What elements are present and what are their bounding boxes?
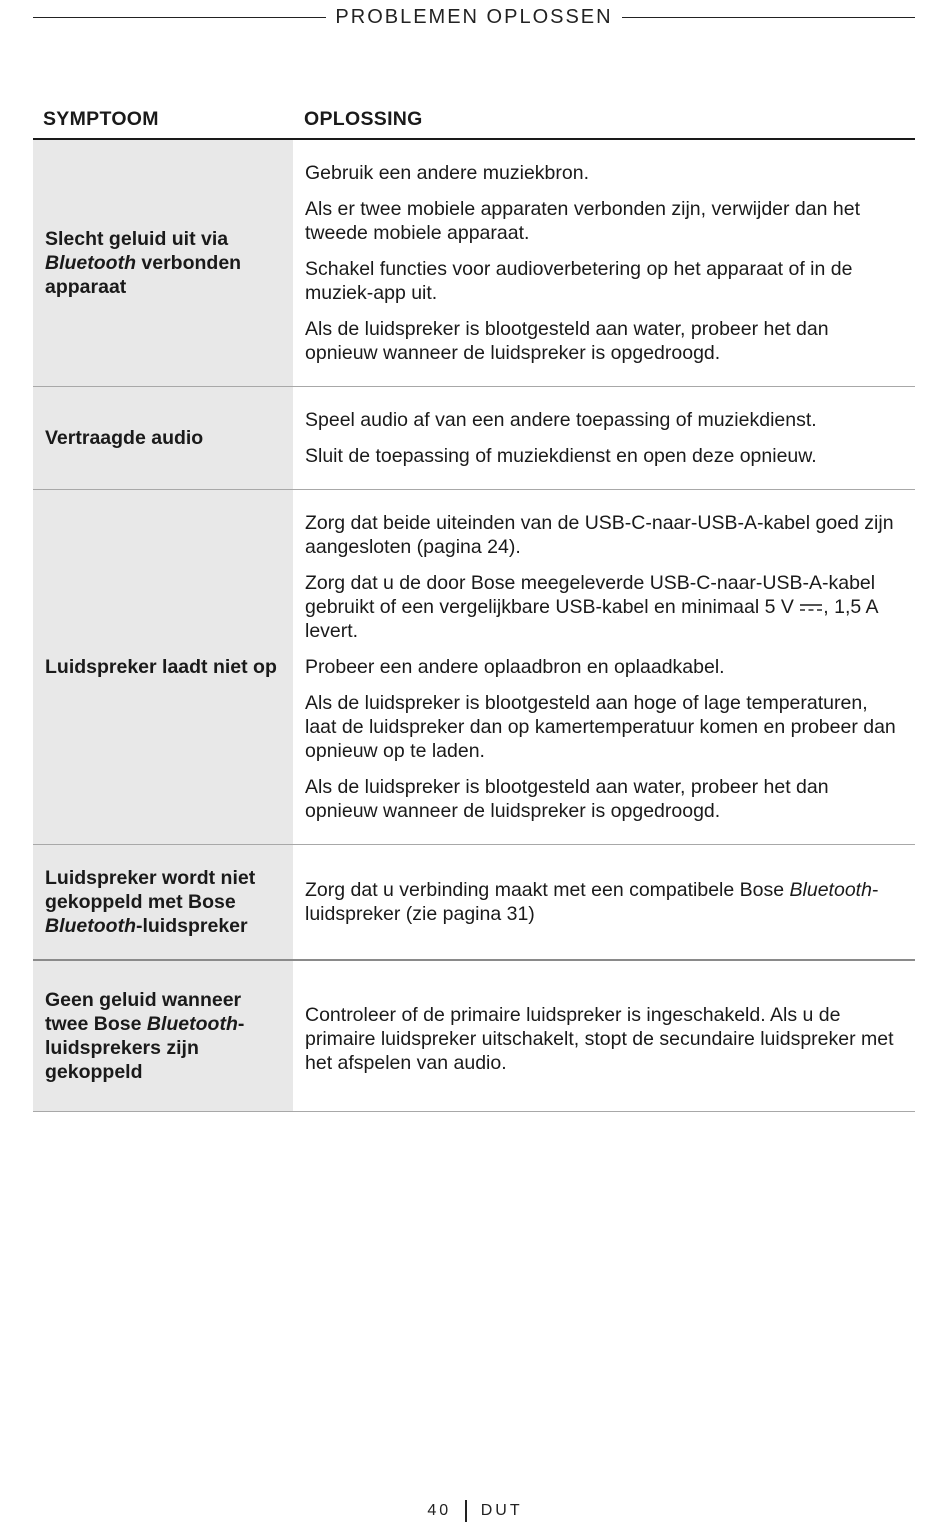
page-number: 40 — [427, 1502, 452, 1519]
solution-cell — [293, 961, 915, 1111]
solution-text: Zorg dat u de door Bose meegeleverde USB-C-naar-USB-A-kabel gebruikt of een vergelijkbare USB-kabel en minimaal 5 V , 1,5 A levert. — [305, 572, 878, 642]
solution-cell — [293, 845, 915, 959]
symptom-cell: Geen geluid wanneer twee Bose Bluetooth-luidsprekers zijn gekoppeld — [33, 961, 293, 1111]
solution-text: Controleer of de primaire luidspreker is ingeschakeld. Als u de primaire luidspreker uitschakelt, stopt de secundaire luidspreker met het afspelen van audio. — [305, 1004, 894, 1074]
solution-text: Als er twee mobiele apparaten verbonden zijn, verwijder dan het tweede mobiele apparaat. — [305, 198, 860, 244]
solution-text: Gebruik een andere muziekbron. — [305, 162, 589, 184]
solution-text: Als de luidspreker is blootgesteld aan water, probeer het dan opnieuw wanneer de luidspreker is opgedroogd. — [305, 776, 829, 822]
dc-symbol-icon — [800, 603, 822, 613]
table-row — [33, 387, 915, 490]
page-footer — [0, 1500, 950, 1522]
column-header-solution: OPLOSSING — [304, 108, 423, 130]
solution-text: Zorg dat beide uiteinden van de USB-C-naar-USB-A-kabel goed zijn aangesloten (pagina 24). — [305, 512, 894, 558]
language-code: DUT — [480, 1502, 523, 1519]
solution-text: Schakel functies voor audioverbetering op het apparaat of in de muziek-app uit. — [305, 258, 853, 304]
table-row — [33, 961, 915, 1112]
symptom-cell: Luidspreker wordt niet gekoppeld met Bose Bluetooth-luidspreker — [33, 845, 293, 959]
header-rule-right — [622, 17, 915, 18]
page-title: PROBLEMEN OPLOSSEN — [335, 6, 613, 28]
column-header-symptom: SYMPTOOM — [43, 108, 159, 130]
table-row — [33, 490, 915, 845]
table-row — [33, 140, 915, 387]
solution-text: Probeer een andere oplaadbron en oplaadkabel. — [305, 656, 725, 678]
solution-text: Als de luidspreker is blootgesteld aan water, probeer het dan opnieuw wanneer de luidspreker is opgedroogd. — [305, 318, 829, 364]
solution-cell — [293, 387, 915, 489]
solution-cell — [293, 140, 915, 386]
troubleshooting-table — [33, 104, 915, 1112]
footer-divider — [465, 1500, 467, 1522]
solution-text: Speel audio af van een andere toepassing of muziekdienst. — [305, 409, 817, 431]
page-header — [33, 6, 915, 29]
header-rule-left — [33, 17, 326, 18]
symptom-cell: Slecht geluid uit via Bluetooth verbonden apparaat — [33, 140, 293, 386]
solution-text: Als de luidspreker is blootgesteld aan hoge of lage temperaturen, laat de luidspreker dan op kamertemperatuur komen en probeer dan opnieuw op te laden. — [305, 692, 896, 762]
table-header — [33, 104, 915, 140]
symptom-cell: Luidspreker laadt niet op — [33, 490, 293, 844]
table-row — [33, 845, 915, 961]
solution-text: Sluit de toepassing of muziekdienst en open deze opnieuw. — [305, 445, 817, 467]
solution-cell — [293, 490, 915, 844]
symptom-cell: Vertraagde audio — [33, 387, 293, 489]
solution-text: Zorg dat u verbinding maakt met een compatibele Bose Bluetooth-luidspreker (zie pagina 31) — [305, 879, 879, 925]
